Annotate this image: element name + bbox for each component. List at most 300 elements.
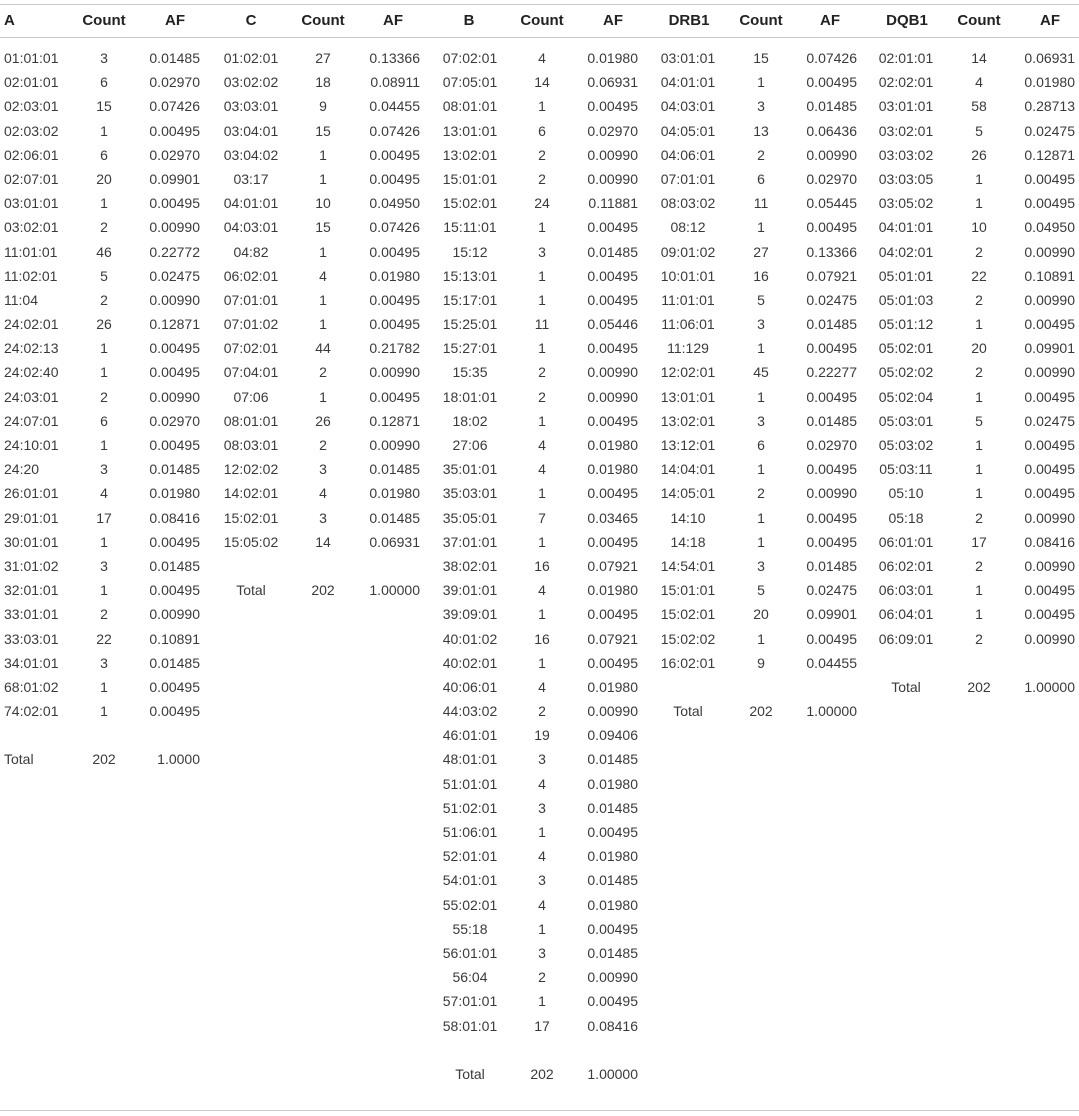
total-spacer — [1015, 653, 1075, 677]
total-cell: 202 — [967, 678, 991, 695]
table-cell: 27 — [315, 50, 331, 66]
table-cell: 14:04:01 — [660, 461, 716, 478]
table-cell: 5 — [975, 412, 983, 429]
table-cell: 14:54:01 — [660, 557, 716, 574]
table-cell: 05:01:03 — [878, 291, 934, 308]
table-cell: 6 — [538, 122, 546, 139]
table-cell: 26 — [96, 316, 112, 333]
table-cell: 05:03:02 — [878, 437, 934, 453]
table-cell: 1 — [100, 195, 108, 212]
table-cell: 0.00495 — [1024, 170, 1075, 187]
table-cell: 09:01:02 — [660, 243, 716, 260]
table-cell: 0.00495 — [149, 437, 200, 453]
table-cell: 2 — [319, 364, 327, 381]
column-dqb1-allele — [873, 48, 939, 701]
table-cell: 74:02:01 — [4, 703, 59, 720]
table-cell: 0.09406 — [587, 727, 638, 744]
table-cell: 6 — [757, 437, 765, 453]
table-cell: 57:01:01 — [442, 993, 498, 1010]
column-b-af — [578, 48, 638, 1088]
header-a-allele: A — [4, 12, 15, 29]
total-spacer — [737, 677, 785, 701]
table-cell: 0.00990 — [1024, 630, 1075, 647]
total-cell: 202 — [311, 582, 335, 599]
table-cell: 0.00990 — [806, 146, 857, 163]
table-cell: 0.00495 — [806, 533, 857, 550]
table-cell: 0.13366 — [806, 243, 857, 260]
table-cell: 04:03:01 — [223, 219, 279, 236]
table-cell: 0.00495 — [587, 267, 638, 284]
table-cell: 4 — [538, 50, 546, 66]
table-cell: 0.00495 — [369, 316, 420, 333]
total-cell: Total — [455, 1065, 485, 1082]
table-cell: 0.00495 — [587, 824, 638, 840]
table-cell: 02:03:02 — [4, 122, 59, 139]
table-cell: 0.00495 — [369, 170, 420, 187]
table-cell: 03:04:02 — [223, 146, 279, 163]
table-cell: 0.02970 — [149, 74, 200, 91]
table-cell: 22 — [96, 630, 112, 647]
total-cell: Total — [236, 582, 266, 599]
table-cell: 39:01:01 — [442, 582, 498, 599]
table-cell: 52:01:01 — [442, 848, 498, 865]
total-cell: 202 — [749, 703, 773, 720]
table-cell: 05:18 — [888, 509, 924, 526]
table-cell: 03:02:02 — [223, 74, 279, 91]
table-cell: 2 — [975, 291, 983, 308]
table-cell: 0.00495 — [806, 461, 857, 478]
total-cell: Total — [673, 703, 703, 720]
table-cell: 15 — [315, 122, 331, 139]
column-a-af — [140, 48, 200, 774]
table-cell: 2 — [757, 146, 765, 163]
total-spacer — [518, 1040, 566, 1064]
total-spacer — [437, 1040, 503, 1064]
table-cell: 15:27:01 — [442, 340, 498, 357]
table-cell: 0.04950 — [369, 195, 420, 212]
table-cell: 40:06:01 — [442, 678, 498, 695]
table-cell: 0.00495 — [806, 630, 857, 647]
table-cell: 1 — [757, 74, 765, 91]
table-cell: 37:01:01 — [442, 533, 498, 550]
table-cell: 1 — [100, 340, 108, 357]
column-drb1-af — [797, 48, 857, 725]
total-spacer — [797, 677, 857, 701]
total-spacer — [299, 556, 347, 580]
table-cell: 24 — [534, 195, 550, 212]
table-cell: 0.00495 — [587, 98, 638, 115]
table-cell: 1 — [538, 412, 546, 429]
table-cell: 17 — [96, 509, 112, 526]
table-cell: 0.01485 — [149, 654, 200, 671]
table-cell: 0.03465 — [587, 509, 638, 526]
table-cell: 56:01:01 — [442, 944, 498, 961]
table-cell: 03:05:02 — [878, 195, 934, 212]
table-cell: 15:05:02 — [223, 533, 279, 550]
table-cell: 3 — [100, 461, 108, 478]
table-cell: 20 — [971, 340, 987, 357]
table-cell: 39:09:01 — [442, 606, 498, 623]
table-cell: 6 — [100, 146, 108, 163]
table-cell: 15:11:01 — [443, 219, 497, 236]
table-cell: 0.00495 — [1024, 485, 1075, 502]
table-cell: 4 — [538, 896, 546, 913]
table-cell: 1 — [538, 485, 546, 502]
table-cell: 0.00495 — [806, 509, 857, 526]
table-cell: 6 — [757, 170, 765, 187]
table-cell: 0.00990 — [1024, 557, 1075, 574]
table-cell: 0.00495 — [369, 146, 420, 163]
table-cell: 11:01:01 — [661, 291, 715, 308]
table-cell: 38:02:01 — [442, 557, 498, 574]
table-cell: 02:01:01 — [878, 50, 934, 66]
table-cell: 0.00990 — [149, 606, 200, 623]
table-cell: 04:82 — [233, 243, 269, 260]
table-cell: 0.07426 — [149, 98, 200, 115]
table-cell: 0.00495 — [587, 654, 638, 671]
table-cell: 0.01485 — [587, 799, 638, 816]
table-cell: 0.09901 — [1024, 340, 1075, 357]
table-cell: 07:01:01 — [223, 291, 279, 308]
table-cell: 0.00990 — [149, 388, 200, 405]
table-cell: 0.01485 — [806, 412, 857, 429]
table-cell: 0.05445 — [806, 195, 857, 212]
table-cell: 04:01:01 — [660, 74, 716, 91]
table-cell: 0.00495 — [587, 340, 638, 357]
table-cell: 0.06931 — [369, 533, 420, 550]
table-cell: 0.02475 — [806, 582, 857, 599]
table-cell: 1 — [100, 437, 108, 453]
table-cell: 0.00990 — [587, 388, 638, 405]
table-cell: 1 — [538, 606, 546, 623]
table-cell: 2 — [975, 364, 983, 381]
table-cell: 0.01980 — [587, 848, 638, 865]
table-cell: 1 — [319, 170, 327, 187]
table-cell: 0.11881 — [588, 195, 638, 212]
table-cell: 24:02:40 — [4, 364, 59, 381]
table-cell: 0.00495 — [806, 340, 857, 357]
table-cell: 10 — [971, 219, 987, 236]
table-cell: 11:06:01 — [661, 316, 715, 333]
table-cell: 0.00990 — [1024, 509, 1075, 526]
table-cell: 31:01:02 — [4, 557, 59, 574]
table-cell: 27 — [753, 243, 769, 260]
table-cell: 35:03:01 — [442, 485, 498, 502]
header-dqb1-af: AF — [1040, 12, 1060, 29]
table-cell: 04:02:01 — [878, 243, 934, 260]
table-cell: 0.00495 — [587, 993, 638, 1010]
table-cell: 2 — [538, 388, 546, 405]
table-cell: 0.00495 — [806, 388, 857, 405]
table-cell: 01:01:01 — [4, 50, 59, 66]
table-cell: 07:06 — [233, 388, 269, 405]
table-cell: 06:02:01 — [223, 267, 279, 284]
total-spacer — [873, 653, 939, 677]
table-cell: 1 — [757, 630, 765, 647]
column-drb1-allele — [655, 48, 721, 725]
table-cell: 3 — [757, 412, 765, 429]
table-cell: 0.05446 — [587, 316, 638, 333]
table-cell: 2 — [975, 243, 983, 260]
column-b-count — [518, 48, 566, 1088]
table-cell: 10:01:01 — [660, 267, 716, 284]
header-c-allele: C — [245, 12, 257, 29]
table-cell: 16 — [534, 630, 550, 647]
column-c-count — [299, 48, 347, 604]
table-cell: 18:02 — [452, 412, 488, 429]
table-cell: 14:02:01 — [223, 485, 279, 502]
table-cell: 0.00495 — [369, 291, 420, 308]
table-cell: 2 — [975, 557, 983, 574]
table-cell: 0.04455 — [806, 654, 857, 671]
table-cell: 0.00495 — [149, 582, 200, 599]
table-cell: 15:13:01 — [442, 267, 498, 284]
table-cell: 07:01:02 — [223, 316, 279, 333]
table-cell: 0.01980 — [587, 50, 638, 66]
table-cell: 15:01:01 — [442, 170, 498, 187]
table-cell: 0.07426 — [369, 219, 420, 236]
table-cell: 0.00495 — [587, 920, 638, 937]
table-cell: 11:129 — [667, 340, 709, 357]
table-cell: 46 — [96, 243, 112, 260]
table-cell: 0.00495 — [1024, 388, 1075, 405]
table-cell: 1 — [538, 533, 546, 550]
total-spacer — [578, 1040, 638, 1064]
table-cell: 0.10891 — [149, 630, 200, 647]
table-cell: 0.00495 — [1024, 437, 1075, 453]
table-cell: 06:02:01 — [878, 557, 934, 574]
table-cell: 0.10891 — [1024, 267, 1075, 284]
table-cell: 13:02:01 — [660, 412, 716, 429]
table-cell: 15 — [753, 50, 769, 66]
table-cell: 05:02:02 — [878, 364, 934, 381]
table-cell: 0.00990 — [587, 146, 638, 163]
total-cell: 202 — [530, 1065, 554, 1082]
header-dqb1-allele: DQB1 — [886, 12, 928, 29]
table-cell: 9 — [757, 654, 765, 671]
table-cell: 1 — [538, 291, 546, 308]
table-cell: 0.01485 — [806, 98, 857, 115]
table-cell: 0.00495 — [149, 703, 200, 720]
table-cell: 05:01:01 — [878, 267, 934, 284]
table-cell: 45 — [753, 364, 769, 381]
total-cell: 1.00000 — [806, 703, 857, 720]
table-cell: 24:02:01 — [4, 316, 59, 333]
table-cell: 0.07921 — [806, 267, 857, 284]
table-cell: 7 — [538, 509, 546, 526]
table-cell: 0.12871 — [1024, 146, 1075, 163]
table-cell: 11 — [534, 316, 550, 333]
table-cell: 15:35 — [452, 364, 488, 381]
table-cell: 2 — [757, 485, 765, 502]
table-cell: 15:12 — [452, 243, 488, 260]
table-cell: 0.01485 — [369, 461, 420, 478]
table-cell: 14 — [971, 50, 987, 66]
table-cell: 03:02:01 — [4, 219, 59, 236]
total-cell: 1.0000 — [157, 751, 200, 768]
table-cell: 6 — [100, 412, 108, 429]
table-cell: 6 — [100, 74, 108, 91]
table-cell: 0.01485 — [806, 316, 857, 333]
table-cell: 14:18 — [670, 533, 706, 550]
header-b-af: AF — [603, 12, 623, 29]
table-cell: 40:02:01 — [442, 654, 498, 671]
table-cell: 12:02:02 — [223, 461, 279, 478]
table-cell: 1 — [975, 582, 983, 599]
table-cell: 2 — [975, 509, 983, 526]
table-cell: 04:01:01 — [878, 219, 934, 236]
total-cell: 1.00000 — [1024, 678, 1075, 695]
header-drb1-allele: DRB1 — [668, 12, 710, 29]
table-cell: 0.02970 — [806, 437, 857, 453]
total-cell: 1.00000 — [369, 582, 420, 599]
table-cell: 20 — [96, 170, 112, 187]
table-cell: 4 — [975, 74, 983, 91]
table-cell: 13:01:01 — [442, 122, 498, 139]
table-cell: 24:10:01 — [4, 437, 59, 453]
table-cell: 06:03:01 — [878, 582, 934, 599]
table-cell: 48:01:01 — [442, 751, 498, 768]
table-cell: 03:02:01 — [878, 122, 934, 139]
table-cell: 26 — [315, 412, 331, 429]
table-cell: 0.13366 — [369, 50, 420, 66]
table-cell: 4 — [538, 848, 546, 865]
table-cell: 1 — [100, 703, 108, 720]
table-cell: 17 — [971, 533, 987, 550]
table-cell: 34:01:01 — [4, 654, 59, 671]
total-cell: Total — [891, 678, 921, 695]
table-cell: 0.00495 — [149, 533, 200, 550]
table-cell: 32:01:01 — [4, 582, 59, 599]
table-cell: 11 — [753, 195, 769, 212]
table-cell: 3 — [757, 316, 765, 333]
table-cell: 51:02:01 — [442, 799, 498, 816]
table-cell: 0.06436 — [806, 122, 857, 139]
table-cell: 0.00990 — [587, 170, 638, 187]
table-cell: 1 — [319, 146, 327, 163]
table-cell: 15 — [96, 98, 112, 115]
table-cell: 04:06:01 — [660, 146, 716, 163]
table-cell: 2 — [100, 219, 108, 236]
table-cell: 51:06:01 — [442, 824, 498, 840]
table-cell: 35:01:01 — [442, 461, 498, 478]
table-cell: 05:10 — [888, 485, 924, 502]
table-cell: 05:03:01 — [878, 412, 934, 429]
header-c-af: AF — [383, 12, 403, 29]
table-cell: 0.07921 — [587, 630, 638, 647]
table-cell: 24:07:01 — [4, 412, 59, 429]
table-cell: 02:03:01 — [4, 98, 59, 115]
table-cell: 11:04 — [4, 291, 38, 308]
table-cell: 14:10 — [670, 509, 706, 526]
table-cell: 0.01980 — [369, 267, 420, 284]
table-cell: 07:02:01 — [442, 50, 498, 66]
table-cell: 04:03:01 — [660, 98, 716, 115]
table-cell: 2 — [538, 170, 546, 187]
table-cell: 02:01:01 — [4, 74, 59, 91]
table-cell: 03:01:01 — [878, 98, 934, 115]
table-cell: 18:01:01 — [442, 388, 498, 405]
table-cell: 07:04:01 — [223, 364, 279, 381]
table-cell: 0.00495 — [149, 195, 200, 212]
header-drb1-count: Count — [739, 12, 783, 29]
table-cell: 2 — [100, 388, 108, 405]
table-cell: 4 — [538, 582, 546, 599]
header-dqb1-count: Count — [957, 12, 1001, 29]
column-a-allele — [4, 48, 74, 774]
table-cell: 0.01485 — [587, 944, 638, 961]
table-cell: 1 — [975, 437, 983, 453]
table-cell: 1 — [975, 461, 983, 478]
table-cell: 0.00495 — [369, 388, 420, 405]
table-cell: 0.02475 — [149, 267, 200, 284]
header-rule — [0, 37, 1079, 38]
table-cell: 0.00990 — [1024, 364, 1075, 381]
table-cell: 0.01485 — [149, 557, 200, 574]
table-cell: 0.28713 — [1024, 98, 1075, 115]
table-cell: 1 — [975, 388, 983, 405]
total-cell: 202 — [92, 751, 116, 768]
table-cell: 4 — [319, 485, 327, 502]
table-cell: 4 — [538, 437, 546, 453]
table-cell: 0.01485 — [149, 50, 200, 66]
table-cell: 0.04455 — [369, 98, 420, 115]
top-rule — [0, 4, 1079, 5]
table-cell: 15:25:01 — [442, 316, 498, 333]
table-cell: 54:01:01 — [442, 872, 498, 889]
table-cell: 4 — [100, 485, 108, 502]
table-cell: 15:02:01 — [660, 606, 716, 623]
table-cell: 22 — [971, 267, 987, 284]
table-cell: 1 — [538, 267, 546, 284]
table-cell: 19 — [534, 727, 550, 744]
table-cell: 02:06:01 — [4, 146, 59, 163]
table-cell: 14 — [534, 74, 550, 91]
table-cell: 26 — [971, 146, 987, 163]
table-cell: 1 — [757, 509, 765, 526]
table-cell: 4 — [319, 267, 327, 284]
table-cell: 0.07921 — [587, 557, 638, 574]
header-a-af: AF — [165, 12, 185, 29]
table-cell: 0.00495 — [149, 364, 200, 381]
total-cell: 1.00000 — [587, 1065, 638, 1082]
table-cell: 0.01485 — [149, 461, 200, 478]
table-cell: 03:03:01 — [223, 98, 279, 115]
table-cell: 1 — [319, 316, 327, 333]
table-cell: 44 — [315, 340, 331, 357]
table-cell: 07:01:01 — [660, 170, 716, 187]
table-cell: 1 — [757, 388, 765, 405]
table-cell: 0.01980 — [587, 896, 638, 913]
table-cell: 55:02:01 — [442, 896, 498, 913]
table-cell: 08:03:01 — [223, 437, 279, 453]
table-cell: 0.01980 — [587, 437, 638, 453]
table-cell: 0.00495 — [149, 340, 200, 357]
table-cell: 1 — [975, 485, 983, 502]
table-cell: 68:01:02 — [4, 678, 59, 695]
table-cell: 14 — [315, 533, 331, 550]
table-cell: 0.00990 — [1024, 291, 1075, 308]
table-cell: 24:20 — [4, 461, 40, 478]
column-b-allele — [437, 48, 503, 1088]
table-cell: 1 — [538, 993, 546, 1010]
table-cell: 24:03:01 — [4, 388, 59, 405]
table-cell: 06:04:01 — [878, 606, 934, 623]
table-cell: 0.01485 — [587, 751, 638, 768]
table-cell: 1 — [319, 243, 327, 260]
total-spacer — [218, 556, 284, 580]
table-cell: 3 — [100, 654, 108, 671]
